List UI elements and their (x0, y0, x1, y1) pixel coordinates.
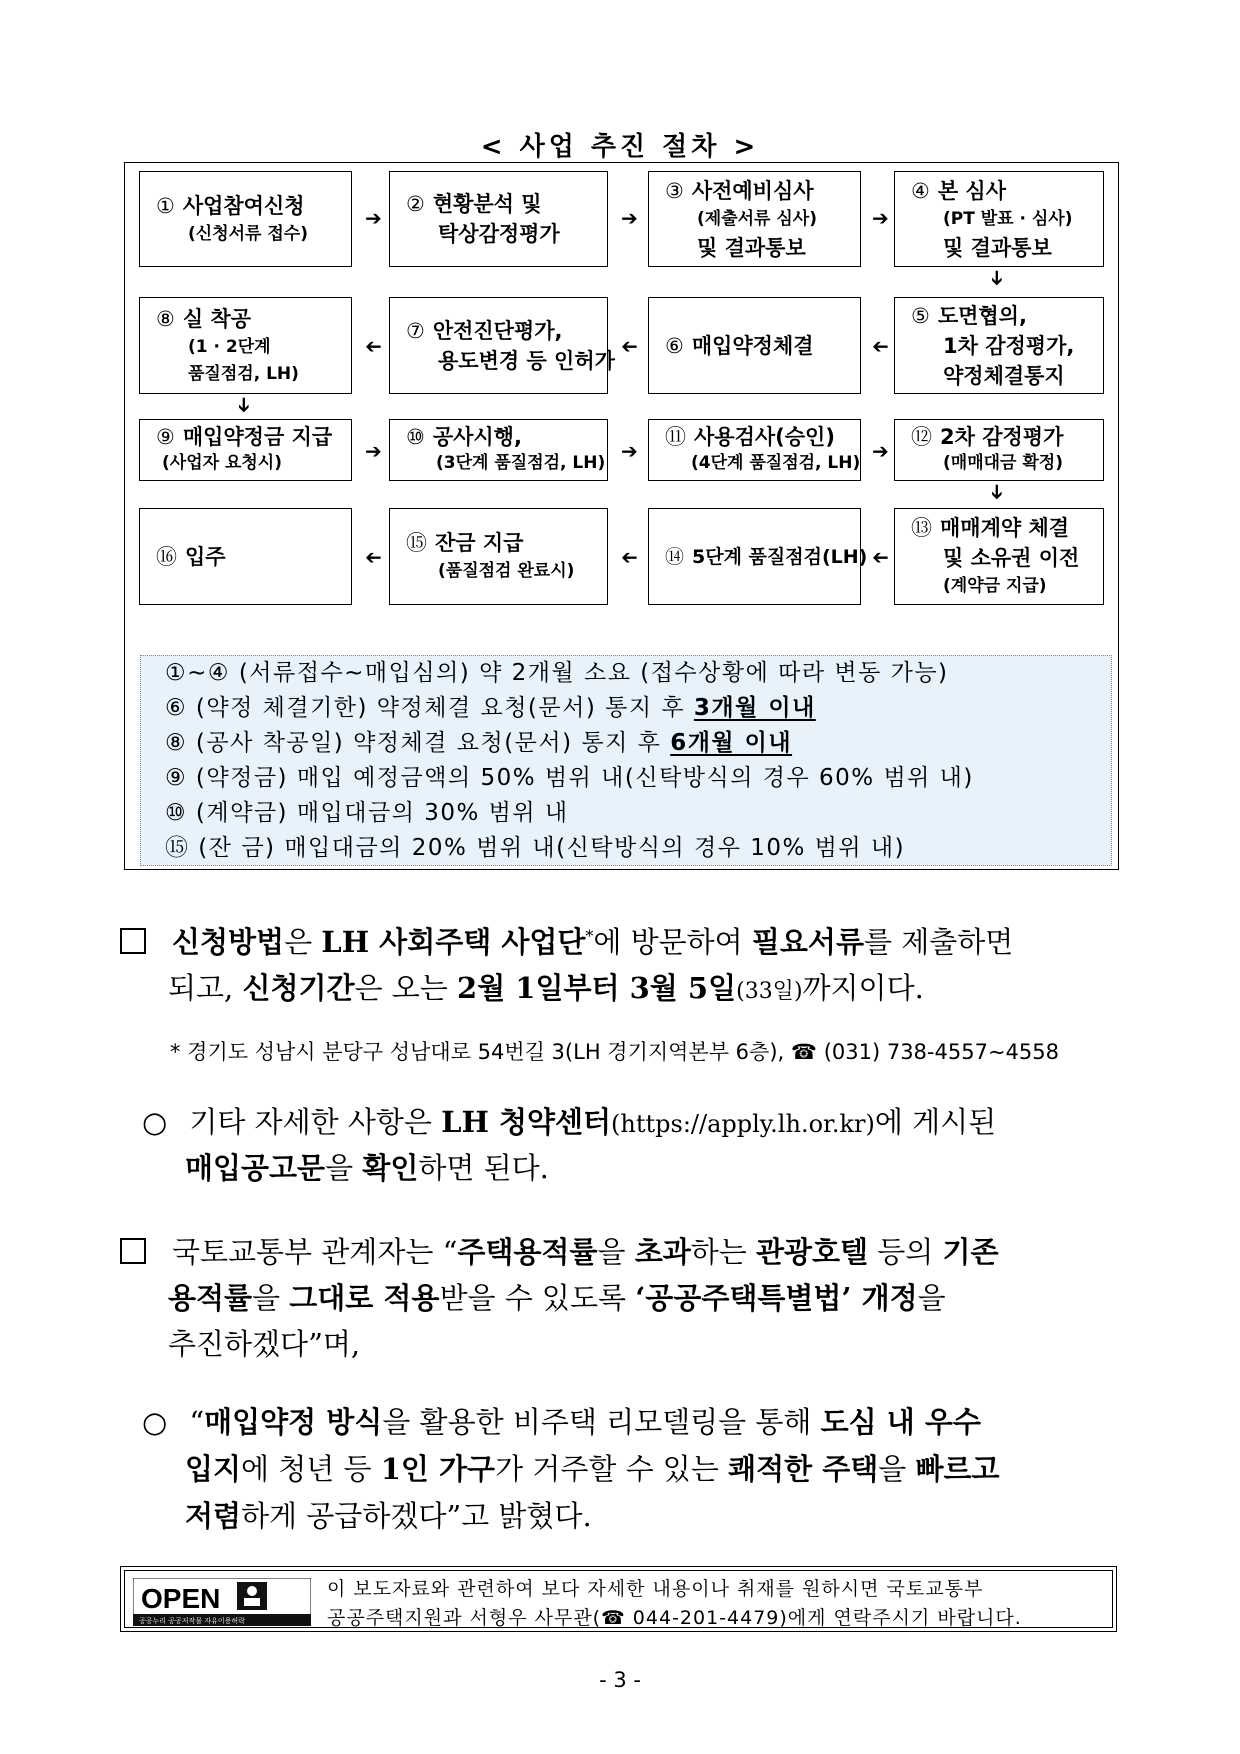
step-5-sublabel: 1차 감정평가, (943, 333, 1075, 358)
step-14-number: ⑭ (665, 545, 685, 568)
para-official-statement: 국토교통부 관계자는 “주택용적률을 초과하는 관광호텔 등의 기존 (120, 1230, 999, 1271)
step-2-sublabel: 탁상감정평가 (438, 222, 560, 246)
step-8-box (139, 297, 352, 394)
footnote-address: * 경기도 성남시 분당구 성남대로 54번길 3(LH 경기지역본부 6층), ☎ (031) 738-4557∼4558 (170, 1040, 1059, 1064)
step-11-number: ⑪ (665, 425, 686, 449)
procedure-notes (140, 655, 1112, 866)
arrow-right-icon: ➔ (621, 439, 638, 463)
step-4-sublabel: (PT 발표 · 심사) (943, 208, 1073, 229)
step-1-label: 사업참여신청 (182, 193, 305, 218)
open-license-logo-icon (133, 1578, 311, 1626)
step-13-sublabel: 및 소유권 이전 (943, 546, 1080, 570)
apply-center-url: (https://apply.lh.or.kr) (611, 1110, 875, 1138)
arrow-left-icon: ➔ (872, 334, 889, 358)
step-5-sublabel-2: 약정체결통지 (943, 363, 1065, 388)
step-10-label: 공사시행, (432, 425, 522, 449)
step-15-sublabel: (품질점검 완료시) (438, 561, 575, 581)
step-12-number: ⑫ (911, 425, 932, 449)
step-7-box (389, 297, 615, 394)
step-7-sublabel: 용도변경 등 인허가 (438, 348, 615, 373)
arrow-down-icon: ➔ (985, 483, 1010, 501)
para-remodeling-3: 저렴하게 공급하겠다”고 밝혔다. (185, 1499, 592, 1533)
arrow-right-icon: ➔ (365, 206, 382, 230)
step-1-number: ① (156, 193, 175, 218)
checkbox-square-icon (120, 1238, 146, 1264)
step-6-label: 매입약정체결 (691, 333, 814, 358)
step-15-box (389, 508, 608, 605)
step-4-label: 본 심사 (937, 178, 1006, 203)
checkbox-square-icon (120, 928, 146, 954)
para-remodeling: ○ “매입약정 방식을 활용한 비주택 리모델링을 통해 도심 내 우수 (142, 1405, 981, 1439)
page-number: - 3 - (599, 1668, 641, 1692)
step-13-box (894, 508, 1104, 605)
arrow-right-icon: ➔ (621, 206, 638, 230)
note-line-3: ⑧ (공사 착공일) 약정체결 요청(문서) 통지 후 6개월 이내 (165, 730, 793, 756)
step-6-box (648, 297, 861, 394)
step-9-label: 매입약정금 지급 (182, 425, 333, 449)
step-15-number: ⑮ (406, 531, 427, 555)
para-more-info-2: 매입공고문을 확인하면 된다. (185, 1151, 549, 1185)
step-15-label: 잔금 지급 (435, 531, 524, 555)
step-9-number: ⑨ (156, 425, 175, 449)
step-3-label: 사전예비심사 (691, 178, 814, 203)
note-deadline-3-months: 3개월 이내 (693, 695, 816, 721)
step-2-number: ② (406, 192, 425, 216)
step-8-number: ⑧ (156, 306, 175, 331)
arrow-right-icon: ➔ (365, 439, 382, 463)
para-more-info: ○ 기타 자세한 사항은 LH 청약센터(https://apply.lh.or.kr)에 게시된 (142, 1105, 997, 1139)
contact-text (327, 1575, 1022, 1633)
para-official-statement-2: 용적률을 그대로 적용받을 수 있도록 ‘공공주택특별법’ 개정을 (168, 1281, 946, 1315)
step-5-number: ⑤ (911, 303, 930, 328)
step-4-sublabel-2: 및 결과통보 (943, 235, 1052, 260)
step-12-label: 2차 감정평가 (940, 425, 1064, 449)
step-16-label: 입주 (185, 544, 226, 569)
step-11-sublabel: (4단계 품질점검, LH) (691, 453, 861, 473)
step-4-box (894, 171, 1104, 267)
step-7-number: ⑦ (406, 318, 425, 343)
step-8-sublabel: (1 · 2단계 (188, 336, 271, 357)
step-9-box (139, 419, 352, 481)
step-3-box (648, 171, 861, 267)
arrow-right-icon: ➔ (872, 206, 889, 230)
step-12-sublabel: (매매대금 확정) (943, 453, 1063, 473)
arrow-down-icon: ➔ (232, 396, 257, 414)
step-2-box (389, 171, 608, 267)
step-10-box (389, 419, 608, 481)
step-2-label: 현황분석 및 (432, 192, 542, 216)
step-11-label: 사용검사(승인) (694, 425, 835, 449)
step-10-sublabel: (3단계 품질점검, LH) (436, 453, 606, 473)
step-13-number: ⑬ (911, 516, 932, 540)
note-line-2: ⑥ (약정 체결기한) 약정체결 요청(문서) 통지 후 3개월 이내 (165, 695, 816, 721)
step-3-sublabel-2: 및 결과통보 (697, 235, 806, 260)
step-16-box (139, 508, 352, 605)
step-6-number: ⑥ (665, 333, 684, 358)
contact-box (120, 1566, 1117, 1632)
arrow-left-icon: ➔ (621, 334, 638, 358)
note-line-6: ⑮ (잔 금) 매입대금의 20% 범위 내(신탁방식의 경우 10% 범위 내) (165, 835, 906, 861)
note-line-4: ⑨ (약정금) 매입 예정금액의 50% 범위 내(신탁방식의 경우 60% 범위 내) (165, 765, 974, 791)
step-11-box (648, 419, 861, 481)
step-14-label: 5단계 품질점검(LH) (692, 545, 868, 568)
svg-text:OPEN: OPEN (141, 1583, 221, 1614)
step-8-sublabel-2: 품질점검, LH) (188, 363, 299, 384)
step-1-box (139, 171, 352, 267)
step-3-number: ③ (665, 178, 684, 203)
arrow-left-icon: ➔ (365, 545, 382, 569)
para-application-period: 되고, 신청기간은 오는 2월 1일부터 3월 5일(33일)까지이다. (168, 971, 924, 1005)
arrow-left-icon: ➔ (872, 545, 889, 569)
para-remodeling-2: 입지에 청년 등 1인 가구가 거주할 수 있는 쾌적한 주택을 빠르고 (185, 1452, 1000, 1486)
para-official-statement-3: 추진하겠다”며, (168, 1327, 361, 1361)
arrow-down-icon: ➔ (985, 269, 1010, 287)
arrow-left-icon: ➔ (621, 545, 638, 569)
step-1-sublabel: (신청서류 접수) (188, 223, 308, 244)
procedure-title: < 사업 추진 절차 > (480, 132, 760, 162)
step-4-number: ④ (911, 178, 930, 203)
step-5-label: 도면협의, (937, 303, 1027, 328)
note-line-5: ⑩ (계약금) 매입대금의 30% 범위 내 (165, 800, 569, 826)
step-7-label: 안전진단평가, (432, 318, 563, 343)
bullet-icon: ○ (142, 1405, 168, 1439)
step-16-number: ⑯ (156, 544, 177, 569)
step-14-box (648, 508, 868, 605)
step-10-number: ⑩ (406, 425, 425, 449)
step-5-box (894, 297, 1104, 394)
step-3-sublabel: (제출서류 심사) (697, 208, 817, 229)
arrow-right-icon: ➔ (872, 439, 889, 463)
svg-text:공공누리 공공저작물 자유이용허락: 공공누리 공공저작물 자유이용허락 (139, 1617, 245, 1625)
contact-line-1: 이 보도자료와 관련하여 보다 자세한 내용이나 취재를 원하시면 국토교통부 (327, 1578, 984, 1600)
step-12-box (894, 419, 1104, 481)
step-13-label: 매매계약 체결 (940, 516, 1070, 540)
note-deadline-6-months: 6개월 이내 (670, 730, 793, 756)
step-8-label: 실 착공 (182, 306, 251, 331)
arrow-left-icon: ➔ (365, 334, 382, 358)
bullet-icon: ○ (142, 1105, 168, 1139)
step-9-sublabel: (사업자 요청시) (162, 453, 282, 473)
contact-line-2: 공공주택지원과 서형우 사무관(☎ 044-201-4479)에게 연락주시기 바랍니다. (327, 1607, 1022, 1629)
step-13-sublabel-2: (계약금 지급) (943, 576, 1047, 596)
note-line-1: ①∼④ (서류접수∼매입심의) 약 2개월 소요 (접수상황에 따라 변동 가능) (165, 660, 949, 686)
para-application-method: 신청방법은 LH 사회주택 사업단*에 방문하여 필요서류를 제출하면 (120, 920, 1013, 961)
